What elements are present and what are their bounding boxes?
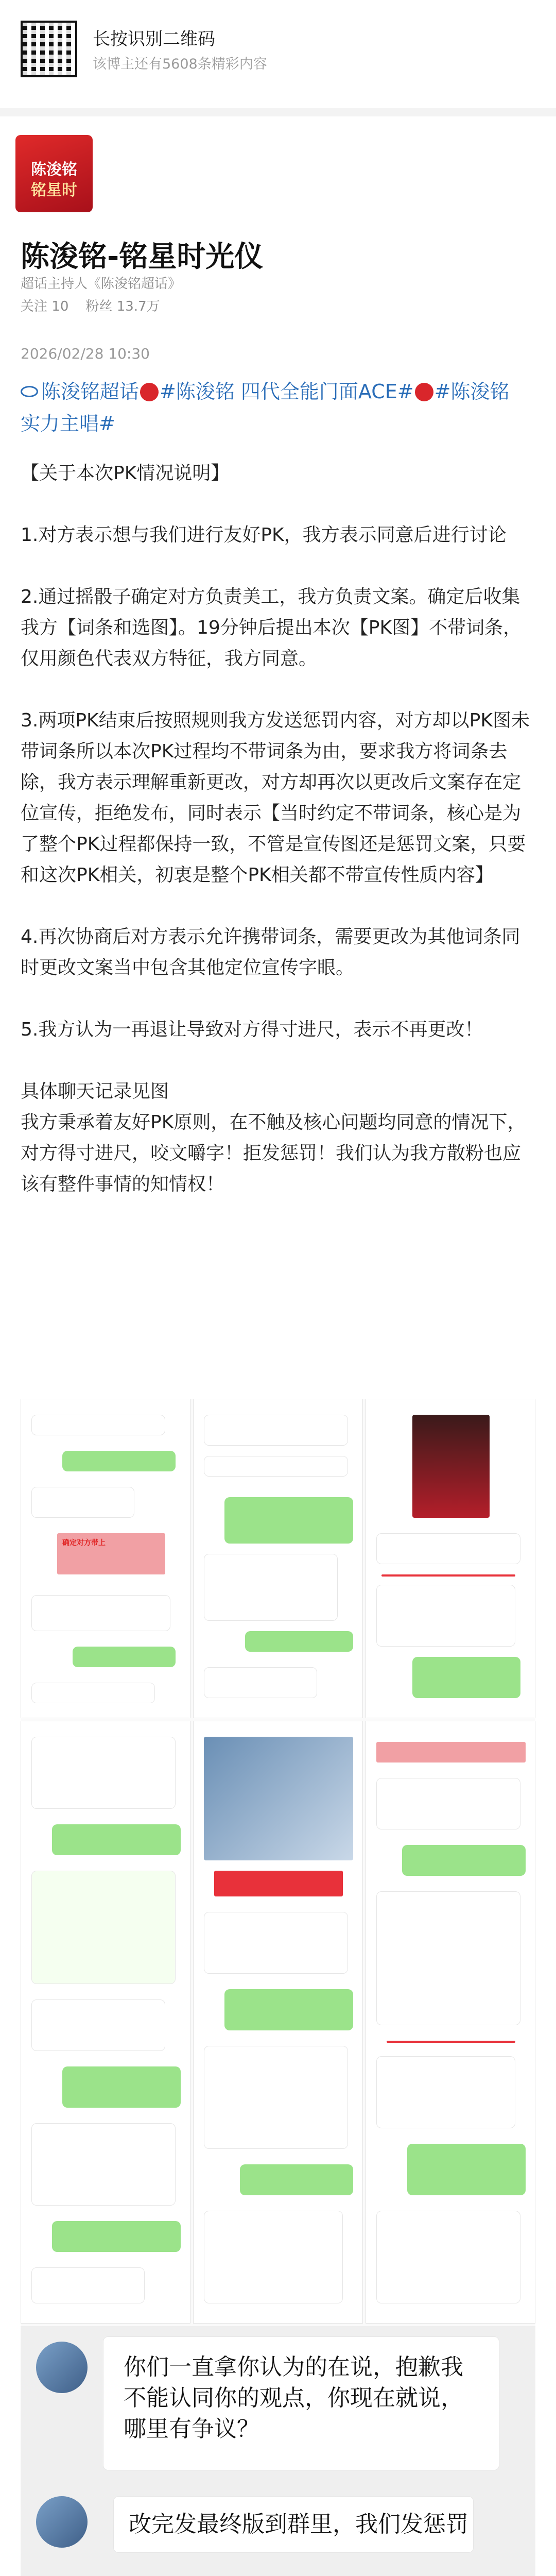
- tag-vocal-cont[interactable]: 实力主唱#: [21, 412, 115, 435]
- chat-bubble: [31, 1595, 170, 1631]
- post-paragraph: 【关于本次PK情况说明】: [21, 463, 230, 484]
- red-dot-icon: [415, 383, 433, 401]
- chat-bubble: [204, 1912, 348, 1974]
- post-paragraph: 5.我方认为一再退让导致对方得寸进尺，表示不再更改！: [21, 1019, 483, 1040]
- fans-label: 粉丝: [85, 299, 113, 314]
- chat-bubble: [31, 2267, 145, 2303]
- highlight-box: [376, 1742, 526, 1762]
- chat-bubble: [62, 1451, 176, 1471]
- chat-bubble: [52, 2221, 181, 2252]
- followers-label: 关注: [21, 299, 48, 314]
- chat-bubble: [31, 1683, 155, 1703]
- chat-bubble: [31, 1999, 165, 2051]
- fans-count: 13.7万: [116, 299, 160, 314]
- chat-bubble: [204, 2046, 348, 2149]
- chat-bubble: [407, 2144, 526, 2195]
- qr-code-icon[interactable]: [21, 21, 77, 77]
- logo-text-2: 铭星时: [31, 181, 77, 199]
- paragraph-spacer: [21, 489, 535, 520]
- paragraph-spacer: [21, 551, 535, 582]
- paragraph-spacer: [21, 674, 535, 705]
- chat-bubble: [31, 2123, 176, 2206]
- chat-bubble: [376, 2211, 520, 2303]
- divider: [0, 108, 556, 116]
- screenshot-collage[interactable]: [21, 1399, 535, 2576]
- topic-card[interactable]: [0, 116, 556, 333]
- chat-bubble: [62, 2066, 181, 2108]
- post-paragraph: 我方秉承着友好PK原则，在不触及核心问题均同意的情况下，对方得寸进尺，咬文嚼字！拒发惩罚！我们认为我方散粉也应该有整件事情的知情权！: [21, 1112, 526, 1195]
- chat-bubble: [31, 1487, 134, 1518]
- followers-count: 10: [51, 299, 69, 314]
- chat-bubble: [376, 1533, 520, 1564]
- post-paragraph: 具体聊天记录见图: [21, 1081, 169, 1102]
- chat-bubble: [204, 1415, 348, 1446]
- post-time: 2026/02/28 10:30: [21, 345, 150, 362]
- chat-message: 改完发最终版到群里，我们发惩罚: [129, 2511, 468, 2537]
- chat-screenshot: [366, 1399, 535, 1718]
- chat-bubble: [204, 2211, 343, 2303]
- chat-bubble: [240, 2164, 353, 2195]
- highlight-box: [214, 1871, 343, 1896]
- chat-screenshot: [21, 1399, 190, 1718]
- chat-bubble: [204, 1667, 317, 1698]
- chat-screenshot-large: [21, 2326, 535, 2576]
- logo-text-1: 陈浚铭: [31, 161, 77, 179]
- share-header-subtitle: 该博主还有5608条精彩内容: [93, 56, 267, 72]
- chat-bubble: [31, 1871, 176, 1984]
- chat-bubble: [376, 1585, 515, 1647]
- chat-bubble: [376, 1778, 520, 1829]
- chat-bubble: [245, 1631, 353, 1652]
- tile-caption: 确定对方带上: [62, 1539, 106, 1547]
- chat-bubble: [376, 1891, 520, 2025]
- avatar: [36, 2342, 88, 2393]
- paragraph-spacer: [21, 891, 535, 922]
- chat-bubble: [31, 1415, 165, 1435]
- chat-bubble: [224, 1497, 353, 1544]
- chat-bubble: [412, 1657, 520, 1698]
- supertopic-icon: [21, 386, 38, 397]
- chat-bubble: [31, 1737, 176, 1809]
- chat-bubble: [52, 1824, 181, 1855]
- chat-message: 你们一直拿你认为的在说，抱歉我不能认同你的观点，你现在就说，哪里有争议？: [124, 2354, 463, 2442]
- topic-stats: [21, 296, 160, 315]
- highlight-line: [381, 1574, 515, 1577]
- chat-bubble: [73, 1647, 176, 1667]
- post-paragraph: 4.再次协商后对方表示允许携带词条，需要更改为其他词条同时更改文案当中包含其他定位宣传字眼。: [21, 926, 520, 978]
- post-paragraph: 3.两项PK结束后按照规则我方发送惩罚内容，对方却以PK图未带词条所以本次PK过程均不带词条为由，要求我方将词条去除，我方表示理解重新更改，对方却再次以更改后文案存在定位宣传，拒绝发布，同时表示【当时约定不带词条，核心是为了整个PK过程都保持一致，不管是宣传图还是惩罚文案，只要和这次PK相关，初衷是整个PK相关都不带宣传性质内容】: [21, 710, 530, 886]
- chat-bubble: [204, 1554, 338, 1621]
- avatar: [36, 2496, 88, 2548]
- post-paragraph: 1.对方表示想与我们进行友好PK，我方表示同意后进行讨论: [21, 524, 507, 546]
- chat-screenshot: [366, 1721, 535, 2324]
- chat-bubble: [402, 1845, 526, 1876]
- topic-host: 超话主持人《陈浚铭超话》: [21, 276, 182, 292]
- shared-image: [204, 1737, 353, 1860]
- post-body: [21, 458, 535, 1200]
- chat-screenshot: [193, 1721, 363, 2324]
- chat-bubble: [376, 2056, 515, 2128]
- poster-image: [412, 1415, 490, 1518]
- tag-vocal[interactable]: #陈浚铭: [434, 380, 510, 403]
- post: [0, 345, 556, 1200]
- tag-supertopic[interactable]: 陈浚铭超话: [41, 380, 140, 403]
- chat-bubble: [224, 1989, 353, 2030]
- post-tags: [21, 376, 535, 439]
- highlight-line: [387, 2041, 515, 2043]
- chat-screenshot: [21, 1721, 190, 2324]
- share-header: [0, 0, 556, 108]
- paragraph-spacer: [21, 984, 535, 1014]
- chat-screenshot: [193, 1399, 363, 1718]
- tag-ace[interactable]: #陈浚铭 四代全能门面ACE#: [160, 380, 414, 403]
- topic-logo: [15, 135, 93, 212]
- chat-bubble: [204, 1456, 348, 1477]
- topic-name: 陈浚铭-铭星时光仪: [21, 240, 264, 274]
- red-dot-icon: [140, 383, 159, 401]
- share-header-title: 长按识别二维码: [93, 29, 215, 49]
- post-paragraph: 2.通过摇骰子确定对方负责美工，我方负责文案。确定后收集我方【词条和选图】。19分钟后提出本次【PK图】不带词条，仅用颜色代表双方特征，我方同意。: [21, 586, 522, 669]
- paragraph-spacer: [21, 1045, 535, 1076]
